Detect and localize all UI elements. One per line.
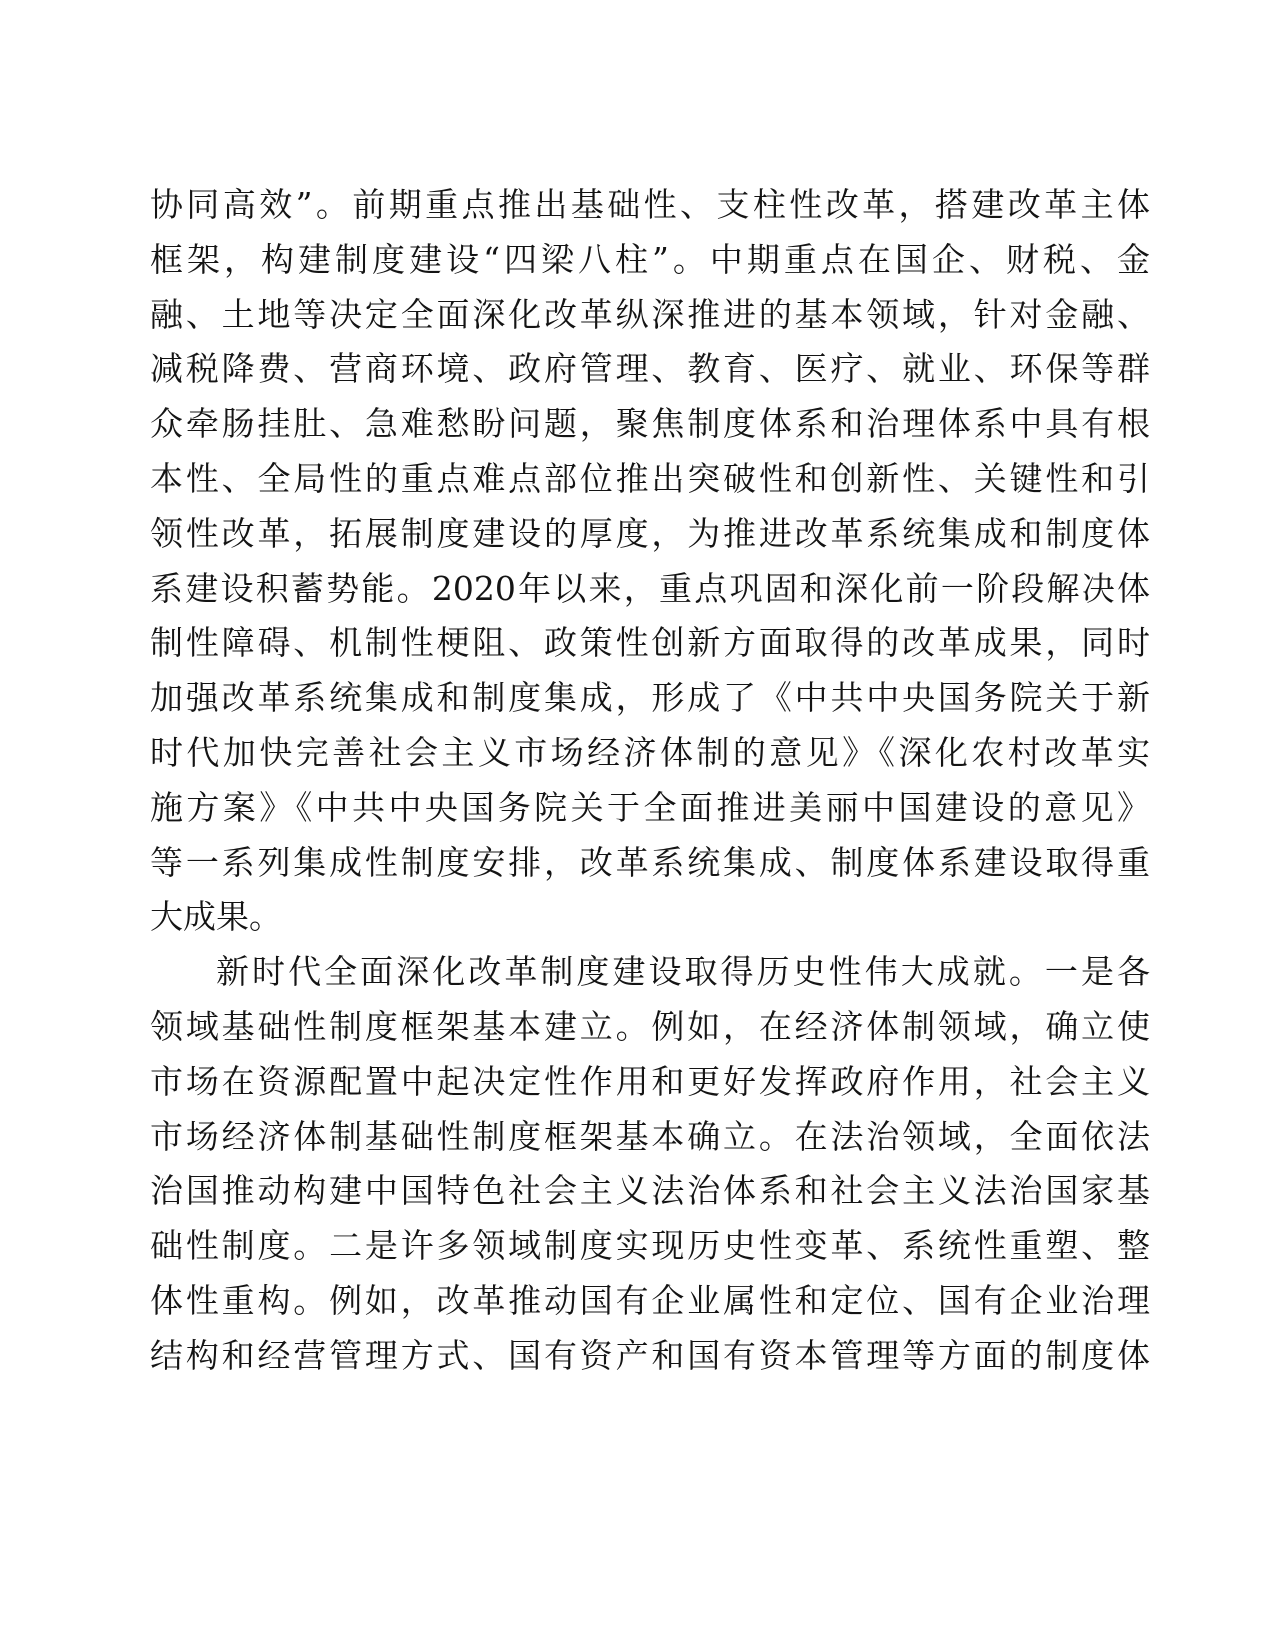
text-line: 时代加快完善社会主义市场经济体制的意见》《深化农村改革实 [150,732,1150,772]
paragraph-first-line: 新时代全面深化改革制度建设取得历史性伟大成就。一是各 [216,952,1150,992]
text-line: 领性改革，拓展制度建设的厚度，为推进改革系统集成和制度体 [150,513,1150,553]
text-line: 治国推动构建中国特色社会主义法治体系和社会主义法治国家基 [150,1171,1150,1211]
text-line: 施方案》《中共中央国务院关于全面推进美丽中国建设的意见》 [150,787,1150,827]
text-line: 大成果。 [150,897,282,937]
text-line: 融、土地等决定全面深化改革纵深推进的基本领域，针对金融、 [150,294,1150,334]
text-line: 减税降费、营商环境、政府管理、教育、医疗、就业、环保等群 [150,349,1150,389]
text-line: 领域基础性制度框架基本建立。例如，在经济体制领域，确立使 [150,1006,1150,1046]
text-line: 系建设积蓄势能。2020年以来，重点巩固和深化前一阶段解决体 [150,568,1150,608]
text-line: 市场在资源配置中起决定性作用和更好发挥政府作用，社会主义 [150,1061,1150,1101]
text-line: 市场经济体制基础性制度框架基本确立。在法治领域，全面依法 [150,1116,1150,1156]
text-line: 众牵肠挂肚、急难愁盼问题，聚焦制度体系和治理体系中具有根 [150,404,1150,444]
text-line: 体性重构。例如，改革推动国有企业属性和定位、国有企业治理 [150,1280,1150,1320]
text-line: 框架，构建制度建设“四梁八柱”。中期重点在国企、财税、金 [150,239,1150,279]
text-line: 协同高效”。前期重点推出基础性、支柱性改革，搭建改革主体 [150,185,1150,224]
text-line: 等一系列集成性制度安排，改革系统集成、制度体系建设取得重 [150,842,1150,882]
text-line: 础性制度。二是许多领域制度实现历史性变革、系统性重塑、整 [150,1226,1150,1266]
text-line: 本性、全局性的重点难点部位推出突破性和创新性、关键性和引 [150,458,1150,498]
text-line: 结构和经营管理方式、国有资产和国有资本管理等方面的制度体 [150,1335,1150,1375]
text-line: 加强改革系统集成和制度集成，形成了《中共中央国务院关于新 [150,678,1150,718]
text-line: 制性障碍、机制性梗阻、政策性创新方面取得的改革成果，同时 [150,623,1150,663]
body-text [150,178,1150,1384]
